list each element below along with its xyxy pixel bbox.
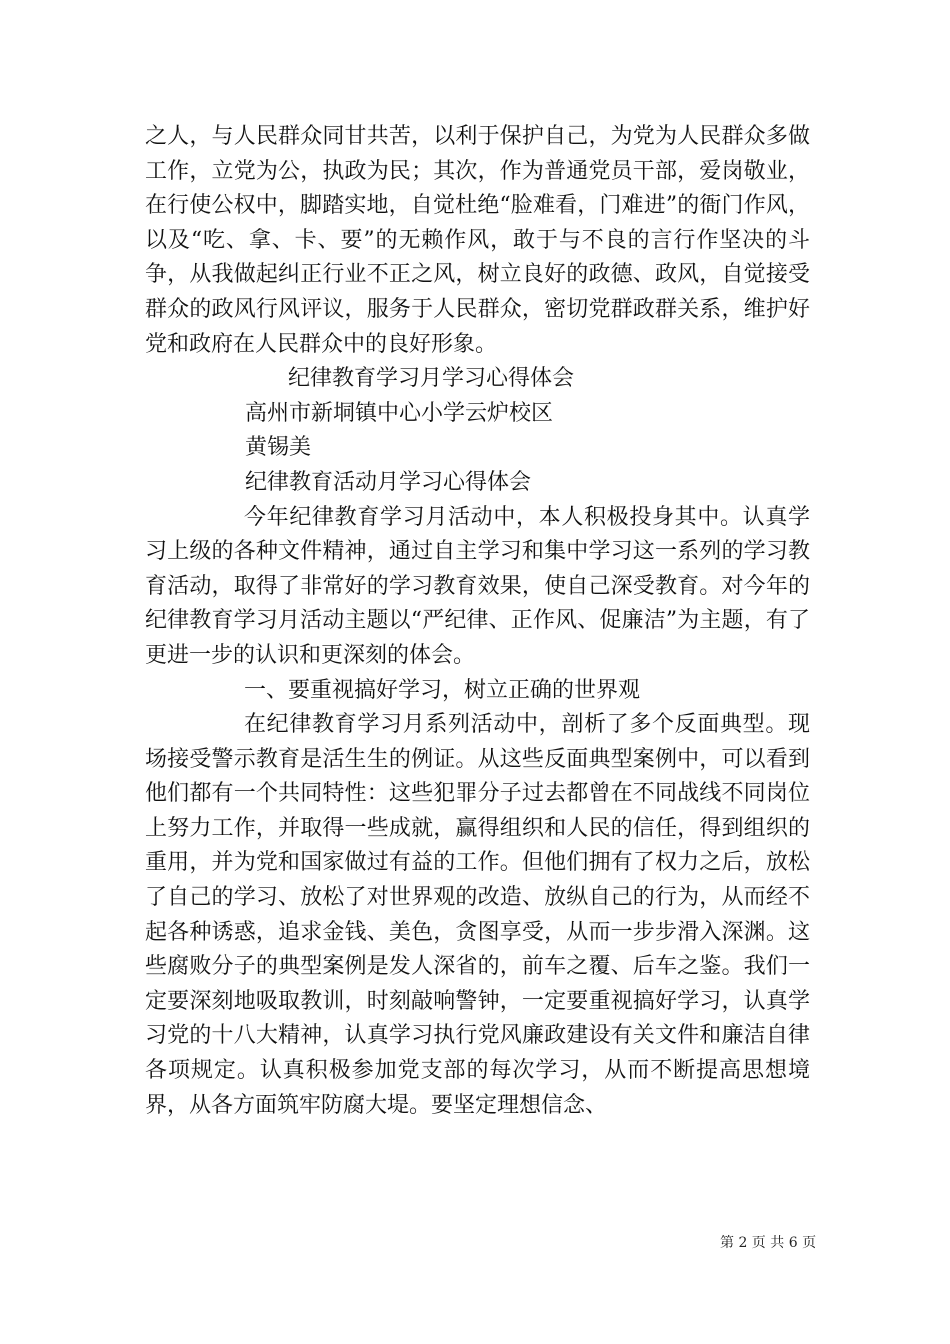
- author-school: 高州市新垌镇中心小学云炉校区: [245, 400, 554, 426]
- paragraph-section-1: 在纪律教育学习月系列活动中，剖析了多个反面典型。现场接受警示教育是活生生的例证。从这些反面典型案例中，可以看到他们都有一个共同特性：这些犯罪分子过去都曾在不同战线不同岗位上努力工作，并取得一些成就，赢得组织和人民的信任，得到组织的重用，并为党和国家做过有益的工作。但他们拥有了权力之后，放松了自己的学习、放松了对世界观的改造、放纵自己的行为，从而经不起各种诱惑，追求金钱、美色，贪图享受，从而一步步滑入深渊。这些腐败分子的典型案例是发人深省的，前车之覆、后车之鉴。我们一定要深刻地吸取教训，时刻敲响警钟，一定要重视搞好学习，认真学习党的十八大精神，认真学习执行党风廉政建设有关文件和廉洁自律各项规定。认真积极参加党支部的每次学习，从而不断提高思想境界，从各方面筑牢防腐大堤。要坚定理想信念、: [145, 712, 810, 1118]
- document-body: [145, 120, 810, 1123]
- author-name: 黄锡美: [245, 435, 312, 461]
- section-heading-1: 一、要重视搞好学习，树立正确的世界观: [244, 677, 641, 703]
- article-subtitle: 纪律教育活动月学习心得体会: [245, 469, 532, 495]
- page-number-footer: 第 2 页 共 6 页: [720, 1235, 817, 1251]
- paragraph-intro: 今年纪律教育学习月活动中，本人积极投身其中。认真学习上级的各种文件精神，通过自主学习和集中学习这一系列的学习教育活动，取得了非常好的学习教育效果，使自己深受教育。对今年的纪律教育学习月活动主题以“严纪律、正作风、促廉洁”为主题，有了更进一步的认识和更深刻的体会。: [145, 504, 810, 668]
- paragraph-continuation: 之人，与人民群众同甘共苦，以利于保护自己，为党为人民群众多做工作，立党为公，执政为民；其次，作为普通党员干部，爱岗敬业，在行使公权中，脚踏实地，自觉杜绝“脸难看，门难进”的衙门作风，以及“吃、拿、卡、要”的无赖作风，敢于与不良的言行作坚决的斗争，从我做起纠正行业不正之风，树立良好的政德、政风，自觉接受群众的政风行风评议，服务于人民群众，密切党群政群关系，维护好党和政府在人民群众中的良好形象。: [145, 124, 810, 357]
- article-title: 纪律教育学习月学习心得体会: [288, 366, 575, 392]
